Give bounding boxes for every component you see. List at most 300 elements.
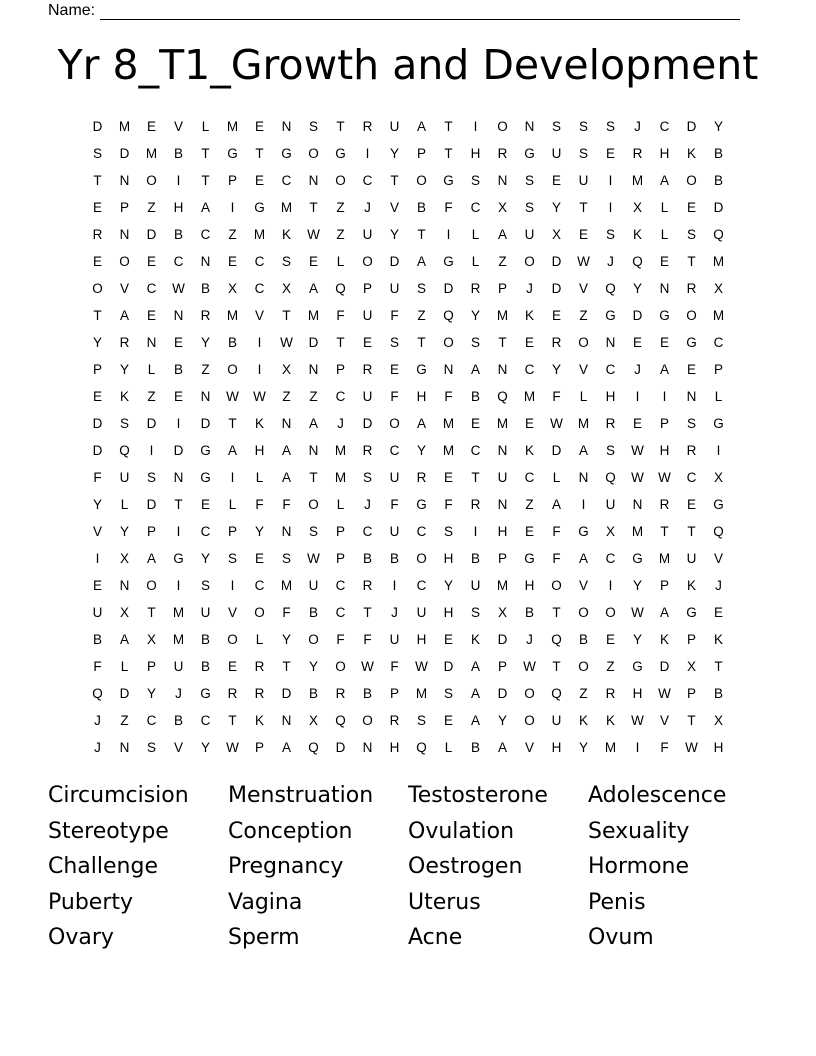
grid-letter: T [417, 335, 426, 350]
grid-letter: E [551, 173, 561, 188]
grid-letter: A [281, 470, 291, 485]
grid-letter: Q [335, 281, 346, 296]
grid-letter: F [660, 740, 669, 755]
grid-letter: J [364, 497, 371, 512]
grid-letter: A [470, 659, 480, 674]
grid-letter: Z [606, 659, 615, 674]
grid-letter: J [364, 200, 371, 215]
grid-letter: I [230, 578, 235, 593]
grid-letter: H [389, 740, 400, 755]
grid-letter: P [335, 524, 345, 539]
grid-letter: J [94, 740, 101, 755]
grid-letter: N [497, 497, 508, 512]
grid-letter: X [281, 281, 291, 296]
grid-letter: N [605, 335, 616, 350]
grid-row [84, 599, 732, 626]
grid-letter: A [578, 551, 588, 566]
grid-row [84, 545, 732, 572]
grid-letter: C [470, 200, 481, 215]
grid-letter: C [146, 281, 157, 296]
grid-letter: P [686, 686, 696, 701]
grid-letter: I [176, 173, 181, 188]
grid-row [84, 734, 732, 761]
grid-letter: F [282, 605, 291, 620]
grid-row [84, 437, 732, 464]
grid-letter: L [660, 227, 669, 242]
grid-letter: C [335, 578, 346, 593]
grid-letter: O [416, 551, 427, 566]
grid-letter: I [257, 335, 262, 350]
grid-letter: Q [335, 713, 346, 728]
grid-letter: R [362, 119, 373, 134]
grid-letter: V [578, 281, 588, 296]
grid-letter: P [497, 659, 507, 674]
grid-letter: O [686, 308, 697, 323]
grid-letter: H [551, 740, 562, 755]
grid-letter: Q [443, 308, 454, 323]
grid-letter: Z [147, 389, 156, 404]
grid-letter: I [257, 362, 262, 377]
grid-letter: A [416, 416, 426, 431]
grid-letter: J [526, 281, 533, 296]
grid-letter: W [631, 605, 644, 620]
grid-letter: H [659, 443, 670, 458]
grid-letter: R [497, 146, 508, 161]
grid-letter: A [470, 362, 480, 377]
grid-letter: R [389, 713, 400, 728]
grid-letter: L [120, 659, 129, 674]
grid-letter: V [92, 524, 102, 539]
grid-letter: K [119, 389, 129, 404]
grid-letter: Y [551, 362, 561, 377]
grid-letter: C [713, 335, 724, 350]
grid-letter: E [146, 254, 156, 269]
grid-letter: K [686, 578, 696, 593]
grid-letter: T [498, 335, 507, 350]
grid-letter: N [362, 740, 373, 755]
grid-letter: L [255, 470, 264, 485]
grid-letter: O [686, 173, 697, 188]
grid-letter: P [254, 740, 264, 755]
grid-letter: S [686, 416, 696, 431]
grid-letter: W [226, 740, 239, 755]
grid-letter: B [470, 551, 480, 566]
grid-letter: N [686, 389, 697, 404]
grid-letter: Z [309, 389, 318, 404]
grid-letter: N [146, 335, 157, 350]
grid-letter: S [92, 146, 102, 161]
grid-letter: Z [579, 308, 588, 323]
grid-letter: G [524, 551, 535, 566]
grid-letter: G [443, 254, 454, 269]
grid-letter: D [713, 200, 724, 215]
grid-letter: X [119, 605, 129, 620]
grid-letter: N [443, 362, 454, 377]
grid-letter: A [227, 443, 237, 458]
grid-letter: W [361, 659, 374, 674]
grid-letter: S [686, 227, 696, 242]
grid-letter: L [201, 119, 210, 134]
grid-letter: B [173, 146, 183, 161]
grid-letter: T [228, 416, 237, 431]
grid-row [84, 626, 732, 653]
grid-letter: S [578, 119, 588, 134]
grid-letter: O [605, 605, 616, 620]
grid-letter: M [496, 308, 509, 323]
grid-letter: R [686, 281, 697, 296]
grid-letter: U [308, 578, 319, 593]
grid-letter: Y [632, 632, 642, 647]
grid-letter: W [415, 659, 428, 674]
grid-letter: T [552, 605, 561, 620]
grid-letter: M [334, 443, 347, 458]
grid-letter: C [605, 551, 616, 566]
grid-row [84, 680, 732, 707]
grid-letter: O [497, 119, 508, 134]
grid-letter: U [362, 308, 373, 323]
grid-letter: D [686, 119, 697, 134]
grid-letter: U [416, 605, 427, 620]
grid-row [84, 140, 732, 167]
grid-letter: Z [147, 200, 156, 215]
grid-letter: G [632, 659, 643, 674]
grid-letter: D [281, 686, 292, 701]
grid-letter: E [605, 632, 615, 647]
grid-letter: I [149, 443, 154, 458]
grid-letter: O [551, 578, 562, 593]
grid-letter: A [119, 308, 129, 323]
grid-letter: T [174, 497, 183, 512]
grid-letter: S [416, 713, 426, 728]
grid-letter: C [659, 119, 670, 134]
word-list-item: Sexuality [588, 818, 690, 844]
grid-letter: F [390, 308, 399, 323]
grid-letter: O [524, 686, 535, 701]
grid-row [84, 221, 732, 248]
grid-letter: M [712, 308, 725, 323]
grid-letter: S [605, 443, 615, 458]
grid-letter: C [200, 227, 211, 242]
grid-letter: E [362, 335, 372, 350]
grid-letter: M [631, 173, 644, 188]
grid-letter: K [632, 227, 642, 242]
grid-letter: Z [525, 497, 534, 512]
grid-letter: X [605, 524, 615, 539]
grid-letter: T [687, 524, 696, 539]
grid-letter: T [471, 470, 480, 485]
grid-letter: E [227, 254, 237, 269]
grid-letter: E [443, 713, 453, 728]
grid-letter: T [336, 119, 345, 134]
grid-letter: E [686, 200, 696, 215]
grid-letter: V [713, 551, 723, 566]
grid-letter: E [227, 659, 237, 674]
grid-letter: X [281, 362, 291, 377]
grid-letter: R [551, 335, 562, 350]
grid-letter: T [552, 659, 561, 674]
grid-letter: U [551, 713, 562, 728]
grid-letter: F [390, 497, 399, 512]
grid-letter: K [578, 713, 588, 728]
grid-letter: J [391, 605, 398, 620]
grid-letter: F [282, 497, 291, 512]
grid-letter: Z [201, 362, 210, 377]
word-list-item: Hormone [588, 854, 690, 879]
grid-letter: S [200, 578, 210, 593]
grid-letter: A [281, 740, 291, 755]
grid-letter: N [308, 362, 319, 377]
grid-letter: R [227, 686, 238, 701]
grid-letter: M [118, 119, 131, 134]
grid-letter: D [200, 416, 211, 431]
grid-letter: A [308, 416, 318, 431]
grid-letter: N [173, 470, 184, 485]
grid-letter: X [497, 200, 507, 215]
grid-letter: C [362, 524, 373, 539]
grid-letter: U [605, 497, 616, 512]
grid-letter: K [605, 713, 615, 728]
grid-letter: L [336, 254, 345, 269]
grid-letter: O [119, 254, 130, 269]
grid-letter: U [119, 470, 130, 485]
grid-letter: P [227, 524, 237, 539]
grid-letter: F [552, 551, 561, 566]
grid-letter: D [146, 416, 157, 431]
grid-letter: C [173, 254, 184, 269]
word-list-item: Pregnancy [228, 854, 344, 879]
grid-letter: A [119, 632, 129, 647]
grid-row [84, 518, 732, 545]
grid-letter: R [686, 443, 697, 458]
grid-letter: N [497, 173, 508, 188]
grid-letter: Y [632, 281, 642, 296]
grid-letter: B [578, 632, 588, 647]
grid-letter: Y [308, 659, 318, 674]
grid-letter: T [147, 605, 156, 620]
grid-letter: Y [443, 578, 453, 593]
grid-letter: Y [119, 524, 129, 539]
grid-letter: O [443, 335, 454, 350]
grid-letter: Y [497, 713, 507, 728]
grid-letter: Y [416, 443, 426, 458]
grid-letter: D [308, 335, 319, 350]
grid-letter: D [146, 497, 157, 512]
grid-letter: S [605, 227, 615, 242]
grid-letter: T [390, 173, 399, 188]
grid-letter: X [308, 713, 318, 728]
grid-letter: R [470, 281, 481, 296]
grid-letter: F [390, 389, 399, 404]
grid-row [84, 356, 732, 383]
grid-letter: V [119, 281, 129, 296]
grid-letter: N [119, 578, 130, 593]
grid-letter: P [497, 281, 507, 296]
grid-letter: M [712, 254, 725, 269]
grid-letter: W [523, 659, 536, 674]
grid-letter: P [416, 146, 426, 161]
grid-letter: I [608, 200, 613, 215]
grid-letter: V [173, 119, 183, 134]
grid-letter: H [659, 146, 670, 161]
grid-letter: U [362, 389, 373, 404]
grid-letter: M [280, 200, 293, 215]
grid-letter: O [146, 578, 157, 593]
grid-letter: P [659, 416, 669, 431]
grid-letter: W [226, 389, 239, 404]
grid-letter: G [227, 146, 238, 161]
grid-letter: C [416, 524, 427, 539]
grid-letter: O [227, 362, 238, 377]
grid-letter: S [308, 524, 318, 539]
grid-letter: D [362, 416, 373, 431]
grid-letter: W [550, 416, 563, 431]
grid-letter: Q [416, 740, 427, 755]
grid-letter: B [713, 146, 723, 161]
grid-letter: T [201, 146, 210, 161]
grid-letter: E [686, 362, 696, 377]
grid-letter: W [307, 227, 320, 242]
grid-letter: C [200, 713, 211, 728]
grid-letter: P [146, 524, 156, 539]
grid-letter: I [95, 551, 100, 566]
grid-letter: Y [254, 524, 264, 539]
grid-letter: T [255, 146, 264, 161]
grid-letter: V [254, 308, 264, 323]
grid-letter: L [579, 389, 588, 404]
grid-letter: Q [551, 632, 562, 647]
grid-letter: F [336, 308, 345, 323]
grid-letter: O [524, 254, 535, 269]
grid-letter: X [497, 605, 507, 620]
grid-letter: C [254, 578, 265, 593]
grid-letter: U [173, 659, 184, 674]
grid-letter: O [308, 497, 319, 512]
grid-letter: G [578, 524, 589, 539]
grid-letter: Q [605, 470, 616, 485]
grid-letter: M [442, 443, 455, 458]
word-list-item: Uterus [408, 889, 481, 915]
grid-letter: U [389, 281, 400, 296]
grid-row [84, 302, 732, 329]
grid-letter: B [173, 227, 183, 242]
grid-letter: G [281, 146, 292, 161]
grid-letter: P [362, 281, 372, 296]
grid-letter: W [631, 470, 644, 485]
grid-letter: C [281, 173, 292, 188]
grid-letter: U [470, 578, 481, 593]
grid-letter: M [307, 308, 320, 323]
grid-letter: I [473, 119, 478, 134]
grid-letter: H [524, 578, 535, 593]
word-list-item: Ovulation [408, 818, 515, 844]
grid-letter: G [524, 146, 535, 161]
grid-letter: Q [605, 281, 616, 296]
grid-letter: W [253, 389, 266, 404]
grid-letter: T [687, 713, 696, 728]
grid-letter: U [578, 173, 589, 188]
grid-letter: N [173, 308, 184, 323]
grid-letter: G [713, 497, 724, 512]
grid-letter: D [632, 308, 643, 323]
grid-letter: S [551, 119, 561, 134]
grid-letter: T [444, 119, 453, 134]
grid-letter: B [389, 551, 399, 566]
grid-letter: G [686, 335, 697, 350]
grid-letter: M [145, 146, 158, 161]
grid-letter: F [552, 389, 561, 404]
grid-letter: S [470, 173, 480, 188]
grid-letter: I [473, 524, 478, 539]
grid-letter: R [362, 578, 373, 593]
grid-letter: P [92, 362, 102, 377]
grid-letter: L [147, 362, 156, 377]
grid-letter: D [551, 281, 562, 296]
grid-letter: C [254, 281, 265, 296]
grid-letter: W [577, 254, 590, 269]
grid-letter: U [497, 470, 508, 485]
grid-letter: S [416, 281, 426, 296]
grid-letter: R [254, 659, 265, 674]
grid-letter: G [605, 308, 616, 323]
grid-letter: L [336, 497, 345, 512]
grid-letter: P [713, 362, 723, 377]
grid-letter: S [524, 200, 534, 215]
grid-letter: O [578, 605, 589, 620]
grid-letter: Y [200, 335, 210, 350]
grid-letter: O [92, 281, 103, 296]
grid-letter: W [172, 281, 185, 296]
grid-letter: L [471, 227, 480, 242]
grid-letter: C [416, 578, 427, 593]
grid-letter: R [362, 443, 373, 458]
grid-letter: M [442, 416, 455, 431]
grid-letter: Q [497, 389, 508, 404]
grid-letter: B [92, 632, 102, 647]
grid-letter: X [686, 659, 696, 674]
grid-letter: X [713, 713, 723, 728]
grid-letter: N [281, 524, 292, 539]
grid-letter: S [308, 119, 318, 134]
grid-letter: V [659, 713, 669, 728]
grid-letter: D [551, 254, 562, 269]
grid-letter: E [632, 416, 642, 431]
grid-letter: C [389, 443, 400, 458]
grid-letter: S [578, 146, 588, 161]
word-list-item: Oestrogen [408, 854, 523, 879]
grid-letter: U [389, 524, 400, 539]
grid-letter: S [362, 470, 372, 485]
grid-letter: V [173, 740, 183, 755]
grid-letter: Y [551, 200, 561, 215]
grid-letter: I [635, 740, 640, 755]
grid-letter: B [173, 713, 183, 728]
grid-letter: G [200, 686, 211, 701]
grid-letter: G [713, 416, 724, 431]
grid-letter: F [444, 497, 453, 512]
grid-letter: B [200, 632, 210, 647]
grid-letter: E [254, 119, 264, 134]
grid-letter: U [686, 551, 697, 566]
grid-letter: L [471, 254, 480, 269]
grid-letter: T [714, 659, 723, 674]
grid-letter: H [713, 740, 724, 755]
grid-letter: M [415, 686, 428, 701]
grid-letter: O [254, 605, 265, 620]
grid-letter: I [446, 227, 451, 242]
grid-letter: B [470, 740, 480, 755]
grid-letter: G [632, 551, 643, 566]
grid-letter: S [119, 416, 129, 431]
